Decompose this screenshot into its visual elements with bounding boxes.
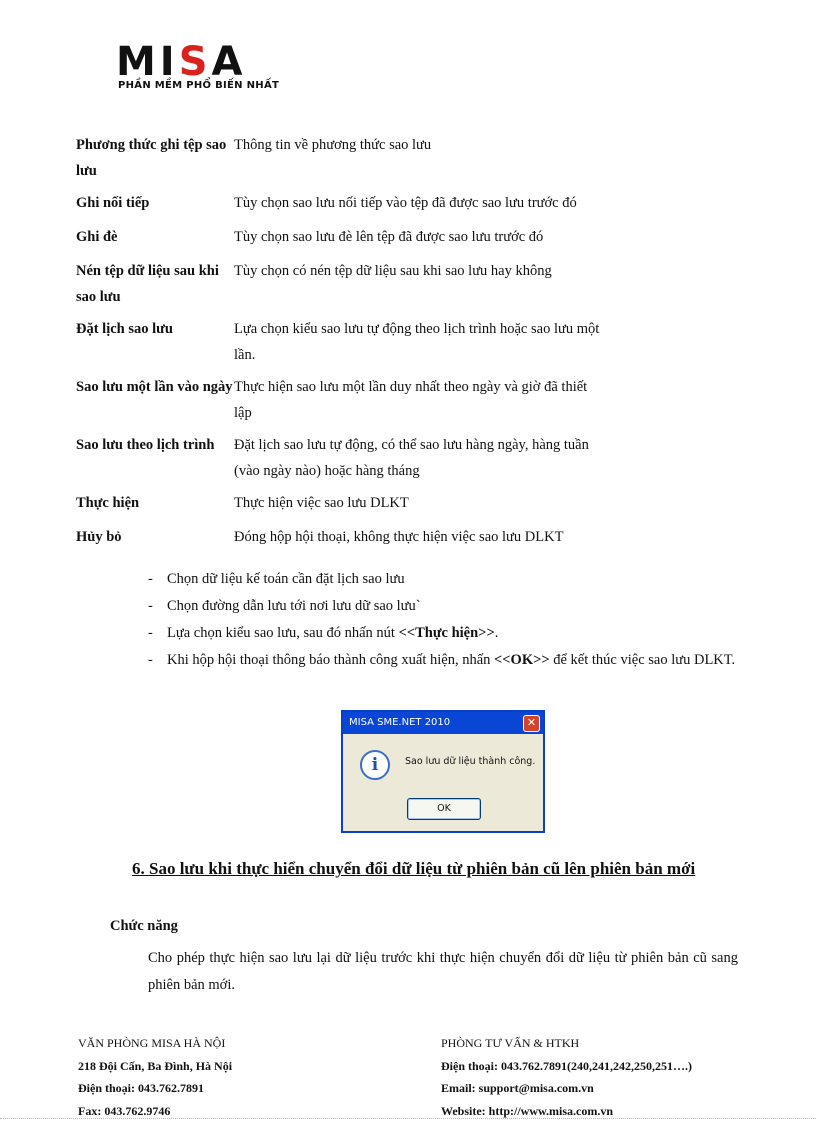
dialog-message: Sao lưu dữ liệu thành công.	[405, 756, 536, 767]
list-item: - Chọn đường dẫn lưu tới nơi lưu dữ sao lưu`	[148, 593, 748, 620]
footer-email: Email: support@misa.com.vn	[441, 1081, 594, 1095]
definition-row	[76, 490, 606, 516]
definition-term: Ghi nối tiếp	[76, 195, 150, 211]
definition-desc: Tùy chọn có nén tệp dữ liệu sau khi sao lưu hay không	[234, 263, 552, 279]
definition-desc: Tùy chọn sao lưu đè lên tệp đã được sao lưu trước đó	[234, 229, 544, 245]
footer-right	[441, 1032, 692, 1122]
dialog-title: MISA SME.NET 2010	[349, 717, 451, 728]
definition-row	[76, 258, 606, 310]
logo-tagline: PHẦN MỀM PHỔ BIẾN NHẤT	[118, 80, 280, 91]
definition-desc: Đóng hộp hội thoại, không thực hiện việc sao lưu DLKT	[234, 529, 564, 545]
definition-desc: Thực hiện sao lưu một lần duy nhất theo ngày và giờ đã thiết lập	[234, 379, 588, 421]
definition-term: Nén tệp dữ liệu sau khi sao lưu	[76, 263, 219, 305]
footer-divider	[0, 1118, 816, 1119]
logo-wordmark: MISA	[116, 39, 247, 85]
footer-left	[78, 1032, 232, 1122]
definition-row	[76, 224, 606, 250]
function-label: Chức năng	[110, 918, 178, 934]
definition-desc: Thực hiện việc sao lưu DLKT	[234, 495, 409, 511]
step-list	[148, 566, 748, 674]
definition-term: Ghi đè	[76, 229, 118, 245]
definition-row	[76, 524, 606, 550]
misa-logo	[112, 40, 292, 96]
definition-row	[76, 374, 606, 426]
definition-row	[76, 132, 606, 184]
success-dialog	[341, 710, 545, 833]
definition-row	[76, 432, 606, 484]
definition-desc: Thông tin về phương thức sao lưu	[234, 137, 432, 153]
info-icon: i	[360, 750, 390, 780]
definition-term: Sao lưu một lần vào ngày	[76, 379, 233, 395]
list-item: - Chọn dữ liệu kế toán cần đặt lịch sao lưu	[148, 566, 748, 593]
definition-term: Phương thức ghi tệp sao lưu	[76, 137, 227, 179]
list-item: - Khi hộp hội thoại thông báo thành công xuất hiện, nhấn <<OK>> để kết thúc việc sao lưu DLKT.	[148, 647, 748, 674]
close-icon[interactable]: ✕	[523, 715, 540, 732]
definition-term: Sao lưu theo lịch trình	[76, 437, 215, 453]
footer-fax: Fax: 043.762.9746	[78, 1103, 171, 1118]
footer-phone: Điện thoại: 043.762.7891(240,241,242,250,251….)	[441, 1058, 692, 1073]
footer-website: Website: http://www.misa.com.vn	[441, 1103, 613, 1118]
dialog-title-bar	[343, 712, 543, 734]
footer-address: 218 Đội Cấn, Ba Đình, Hà Nội	[78, 1058, 233, 1073]
definition-row	[76, 190, 606, 216]
definition-desc: Tùy chọn sao lưu nối tiếp vào tệp đã được sao lưu trước đó	[234, 195, 577, 211]
definition-row	[76, 316, 606, 368]
footer-office: VĂN PHÒNG MISA HÀ NỘI	[78, 1036, 226, 1050]
definition-desc: Đặt lịch sao lưu tự động, có thể sao lưu hàng ngày, hàng tuần (vào ngày nào) hoặc hàng tháng	[234, 437, 589, 479]
definition-desc: Lựa chọn kiểu sao lưu tự động theo lịch trình hoặc sao lưu một lần.	[234, 321, 600, 363]
definition-term: Hủy bỏ	[76, 529, 122, 545]
list-item: - Lựa chọn kiểu sao lưu, sau đó nhấn nút <<Thực hiện>>.	[148, 620, 748, 647]
definition-term: Đặt lịch sao lưu	[76, 321, 173, 337]
definition-list	[76, 132, 606, 550]
ok-button[interactable]: OK	[407, 798, 481, 820]
footer-phone: Điện thoại: 043.762.7891	[78, 1081, 204, 1095]
definition-term: Thực hiện	[76, 495, 140, 511]
footer-office: PHÒNG TƯ VẤN & HTKH	[441, 1036, 580, 1050]
section-heading: 6. Sao lưu khi thực hiển chuyển đổi dữ liệu từ phiên bản cũ lên phiên bản mới	[132, 859, 696, 878]
function-text: Cho phép thực hiện sao lưu lại dữ liệu trước khi thực hiện chuyển đổi dữ liệu từ phiên bản cũ sang phiên bản mới.	[148, 950, 738, 993]
